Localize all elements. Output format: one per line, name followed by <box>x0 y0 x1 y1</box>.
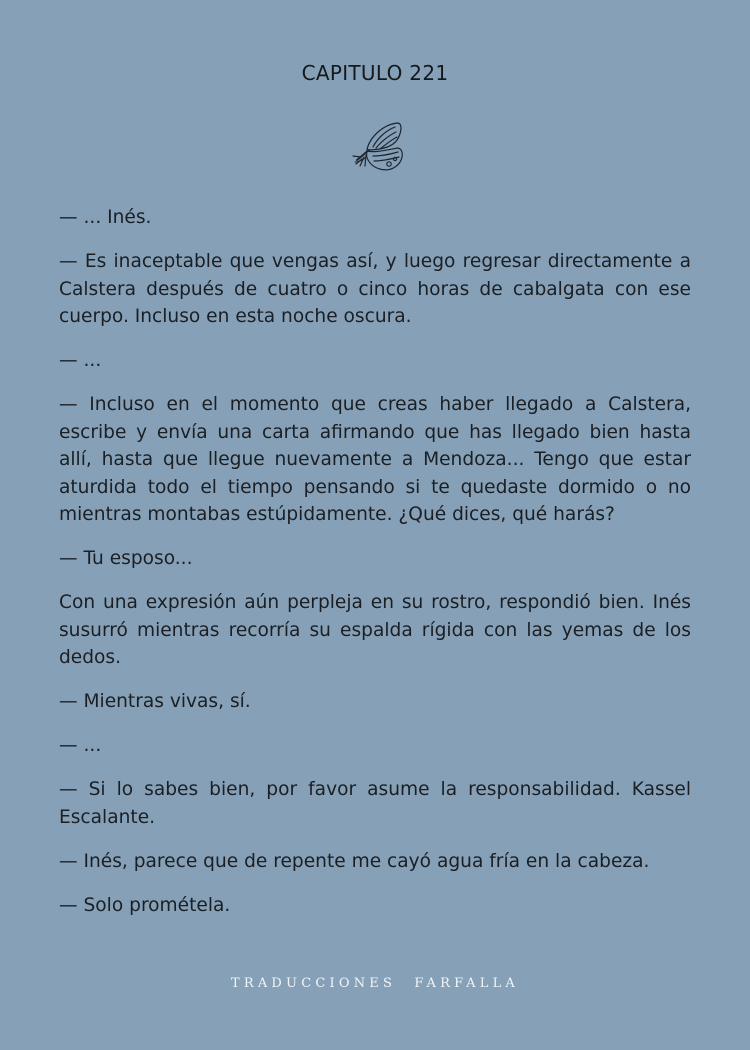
butterfly-icon <box>343 120 407 176</box>
paragraph: — Incluso en el momento que creas haber llegado a Calstera, escribe y envía una carta afirmando que has llegado bien hasta allí, hasta que llegue nuevamente a Mendoza... Tengo que estar aturdida todo el tiempo pensando si te quedaste dormido o no mientras montabas estúpidamente. ¿Qué dices, qué harás? <box>59 394 691 525</box>
paragraph: — Mientras vivas, sí. <box>59 691 251 712</box>
chapter-body <box>59 204 691 936</box>
paragraph: — ... Inés. <box>59 207 152 228</box>
paragraph: — Es inaceptable que vengas así, y luego regresar directamente a Calstera después de cuatro o cinco horas de cabalgata con ese cuerpo. Incluso en esta noche oscura. <box>59 251 691 327</box>
paragraph: — ... <box>59 350 102 371</box>
paragraph: — Inés, parece que de repente me cayó agua fría en la cabeza. <box>59 850 650 872</box>
paragraph: — Si lo sabes bien, por favor asume la responsabilidad. Kassel Escalante. <box>59 779 691 828</box>
paragraph: Con una expresión aún perpleja en su rostro, respondió bien. Inés susurró mientras recorría su espalda rígida con las yemas de los dedos. <box>59 592 691 668</box>
chapter-title: CAPITULO 221 <box>301 61 449 85</box>
paragraph: — ... <box>59 735 102 756</box>
footer-credit: TRADUCCIONES FARFALLA <box>230 976 519 991</box>
paragraph: — Solo prométela. <box>59 894 231 916</box>
paragraph: — Tu esposo... <box>59 548 193 569</box>
